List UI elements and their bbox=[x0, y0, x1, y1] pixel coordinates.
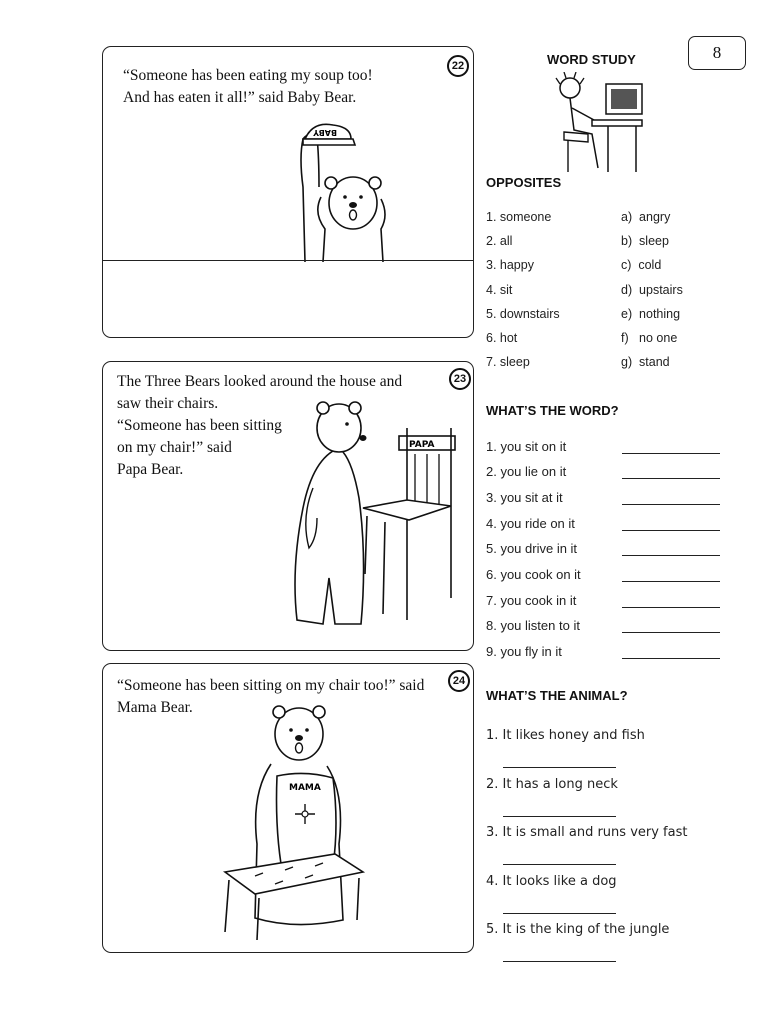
text-line: Papa Bear. bbox=[117, 461, 184, 478]
panel-number-badge: 22 bbox=[447, 55, 469, 77]
opposite-right-item: b) sleep bbox=[621, 234, 669, 248]
answer-blank[interactable] bbox=[622, 658, 720, 659]
answer-blank[interactable] bbox=[622, 555, 720, 556]
mama-bear-illustration bbox=[215, 694, 375, 944]
opposite-right-item: f) no one bbox=[621, 331, 678, 345]
page-number: 8 bbox=[688, 36, 746, 70]
text-line: saw their chairs. bbox=[117, 395, 219, 412]
answer-blank[interactable] bbox=[622, 453, 720, 454]
opposite-left-item: 3. happy bbox=[486, 258, 534, 272]
opposite-left-item: 7. sleep bbox=[486, 355, 530, 369]
word-study-title: WORD STUDY bbox=[547, 52, 636, 67]
animal-clue: 3. It is small and runs very fast bbox=[486, 825, 688, 840]
word-clue: 2. you lie on it bbox=[486, 464, 567, 479]
animal-clue: 5. It is the king of the jungle bbox=[486, 922, 670, 937]
text-line: The Three Bears looked around the house and bbox=[117, 373, 403, 390]
chair-sign-label: PAPA bbox=[409, 440, 435, 450]
story-panel-24 bbox=[102, 663, 474, 953]
text-line: And has eaten it all!” said Baby Bear. bbox=[123, 89, 357, 106]
panel-text bbox=[123, 65, 373, 109]
whats-the-word-heading: WHAT’S THE WORD? bbox=[486, 403, 619, 418]
opposite-right-item: c) cold bbox=[621, 258, 662, 272]
text-line: “Someone has been sitting on my chair too!” said bbox=[117, 677, 425, 694]
opposite-left-item: 1. someone bbox=[486, 210, 552, 224]
answer-blank[interactable] bbox=[622, 478, 720, 479]
word-clue: 9. you fly in it bbox=[486, 644, 562, 659]
word-clue: 1. you sit on it bbox=[486, 439, 567, 454]
answer-blank[interactable] bbox=[503, 816, 616, 817]
panel-number-badge: 24 bbox=[448, 670, 470, 692]
whats-the-animal-heading: WHAT’S THE ANIMAL? bbox=[486, 688, 628, 703]
baby-bear-illustration bbox=[273, 117, 393, 263]
animal-clue: 4. It looks like a dog bbox=[486, 874, 617, 889]
papa-chair-illustration bbox=[351, 424, 463, 624]
word-clue: 8. you listen to it bbox=[486, 618, 580, 633]
answer-blank[interactable] bbox=[622, 504, 720, 505]
text-line: “Someone has been eating my soup too! bbox=[123, 67, 373, 84]
answer-blank[interactable] bbox=[622, 581, 720, 582]
text-line: Mama Bear. bbox=[117, 699, 193, 716]
cap-label: BABY bbox=[313, 128, 337, 137]
story-panel-22 bbox=[102, 46, 474, 338]
answer-blank[interactable] bbox=[622, 530, 720, 531]
animal-clue: 1. It likes honey and fish bbox=[486, 728, 645, 743]
opposite-left-item: 4. sit bbox=[486, 283, 513, 297]
answer-blank[interactable] bbox=[503, 913, 616, 914]
answer-blank[interactable] bbox=[503, 961, 616, 962]
answer-blank[interactable] bbox=[503, 767, 616, 768]
word-clue: 7. you cook in it bbox=[486, 593, 577, 608]
story-panel-23 bbox=[102, 361, 474, 651]
panel-number-badge: 23 bbox=[449, 368, 471, 390]
opposite-right-item: e) nothing bbox=[621, 307, 681, 321]
child-at-computer-illustration bbox=[548, 72, 648, 176]
text-line: on my chair!” said bbox=[117, 439, 232, 456]
opposite-right-item: a) angry bbox=[621, 210, 671, 224]
opposite-left-item: 6. hot bbox=[486, 331, 518, 345]
opposites-heading: OPPOSITES bbox=[486, 175, 562, 190]
animal-clue: 2. It has a long neck bbox=[486, 777, 618, 792]
answer-blank[interactable] bbox=[622, 607, 720, 608]
word-clue: 3. you sit at it bbox=[486, 490, 563, 505]
word-clue: 6. you cook on it bbox=[486, 567, 581, 582]
opposite-left-item: 2. all bbox=[486, 234, 513, 248]
answer-blank[interactable] bbox=[503, 864, 616, 865]
opposite-left-item: 5. downstairs bbox=[486, 307, 560, 321]
chair-sign-label: MAMA bbox=[289, 783, 321, 793]
word-clue: 4. you ride on it bbox=[486, 516, 575, 531]
opposite-right-item: g) stand bbox=[621, 355, 670, 369]
text-line: “Someone has been sitting bbox=[117, 417, 282, 434]
panel-divider bbox=[103, 260, 473, 261]
opposite-right-item: d) upstairs bbox=[621, 283, 683, 297]
word-clue: 5. you drive in it bbox=[486, 541, 578, 556]
answer-blank[interactable] bbox=[622, 632, 720, 633]
